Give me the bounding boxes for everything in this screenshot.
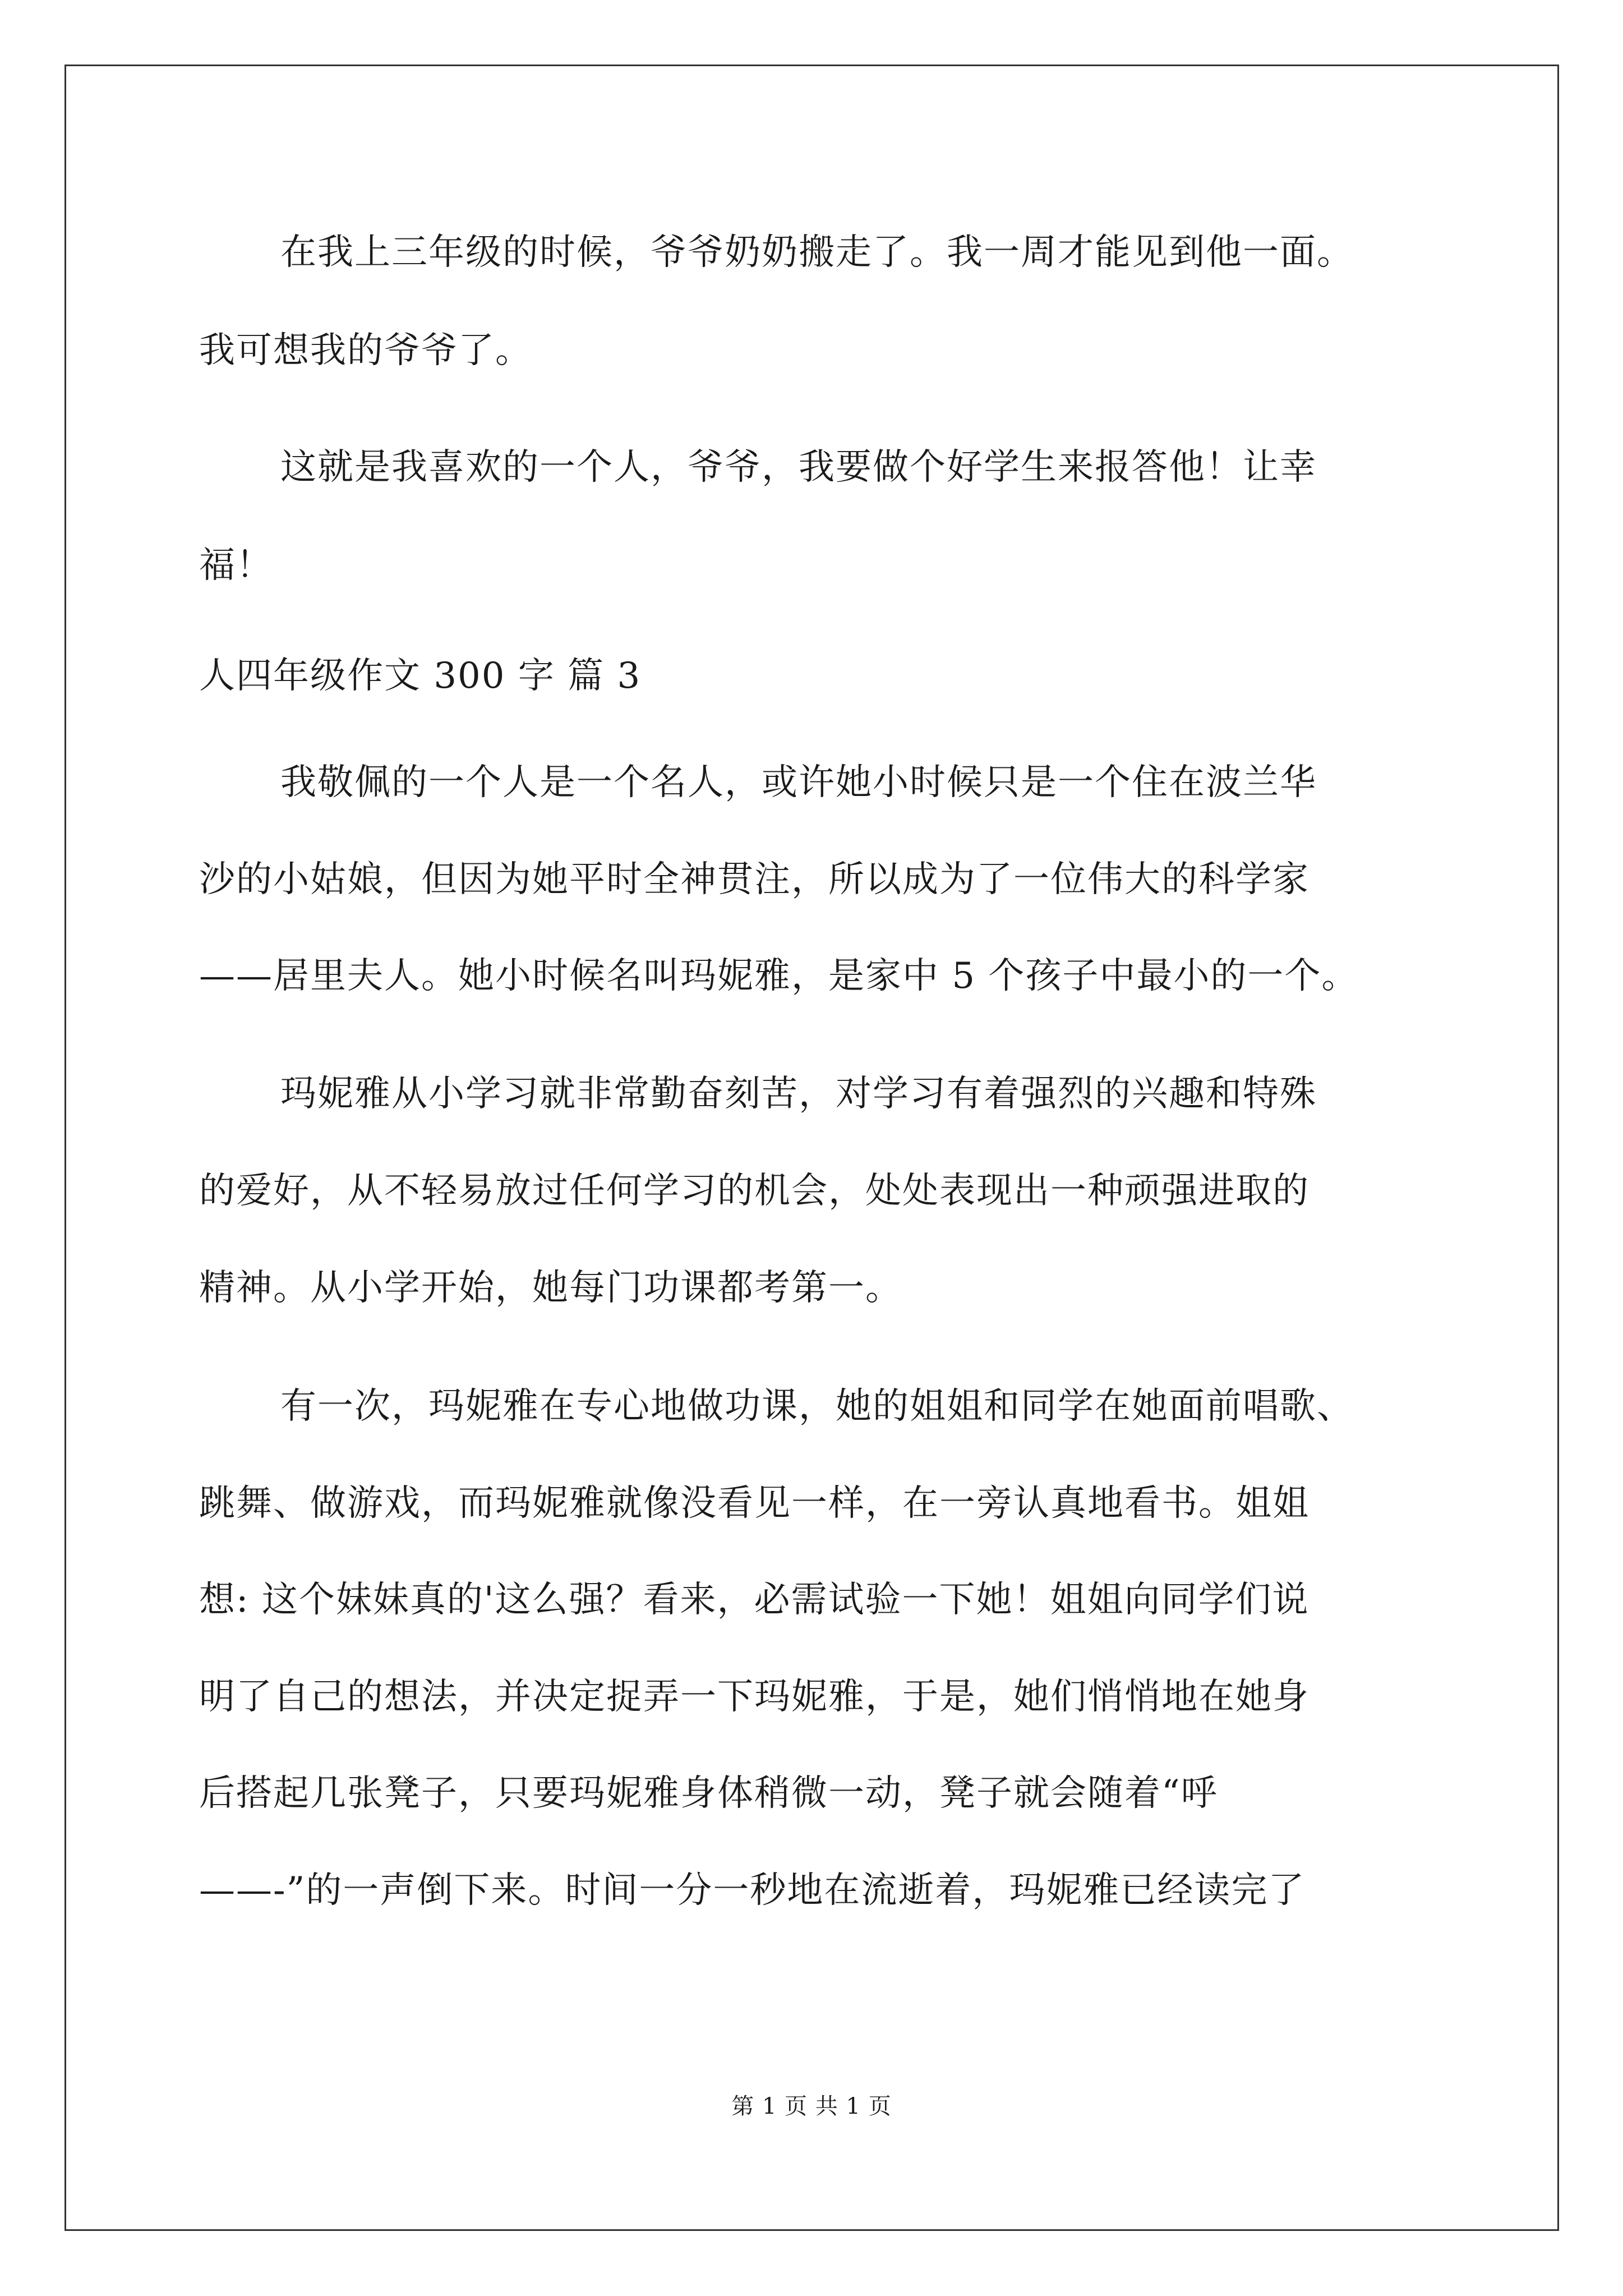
text-line-14: 想: 这个妹妹真的'这么强？看来，必需试验一下她！姐姐向同学们说	[199, 1579, 1310, 1621]
text-line-3: 这就是我喜欢的一个人，爷爷，我要做个好学生来报答他！让幸	[280, 447, 1317, 488]
text-line-13: 跳舞、做游戏，而玛妮雅就像没看见一样，在一旁认真地看书。姐姐	[199, 1483, 1310, 1524]
text-line-2: 我可想我的爷爷了。	[199, 330, 532, 371]
text-line-6: 我敬佩的一个人是一个名人，或许她小时候只是一个住在波兰华	[280, 762, 1317, 803]
text-line-11: 精神。从小学开始，她每门功课都考第一。	[199, 1267, 902, 1309]
text-line-9: 玛妮雅从小学习就非常勤奋刻苦，对学习有着强烈的兴趣和特殊	[280, 1073, 1317, 1115]
text-line-12: 有一次，玛妮雅在专心地做功课，她的姐姐和同学在她面前唱歌、	[280, 1386, 1354, 1427]
text-line-16: 后搭起几张凳子，只要玛妮雅身体稍微一动，凳子就会随着“呼	[199, 1773, 1218, 1814]
text-line-10: 的爱好，从不轻易放过任何学习的机会，处处表现出一种顽强进取的	[199, 1170, 1310, 1212]
text-line-4: 福！	[199, 545, 273, 586]
text-line-8: ——居里夫人。她小时候名叫玛妮雅，是家中 5 个孩子中最小的一个。	[199, 955, 1359, 997]
text-line-17: ——-”的一声倒下来。时间一分一秒地在流逝着，玛妮雅已经读完了	[199, 1870, 1306, 1911]
page-footer: 第 1 页 共 1 页	[731, 2093, 892, 2119]
section-heading: 人四年级作文 300 字 篇 3	[199, 655, 642, 697]
text-line-7: 沙的小姑娘，但因为她平时全神贯注，所以成为了一位伟大的科学家	[199, 859, 1310, 900]
text-line-1: 在我上三年级的时候，爷爷奶奶搬走了。我一周才能见到他一面。	[280, 232, 1354, 273]
text-line-15: 明了自己的想法，并决定捉弄一下玛妮雅，于是，她们悄悄地在她身	[199, 1676, 1310, 1718]
